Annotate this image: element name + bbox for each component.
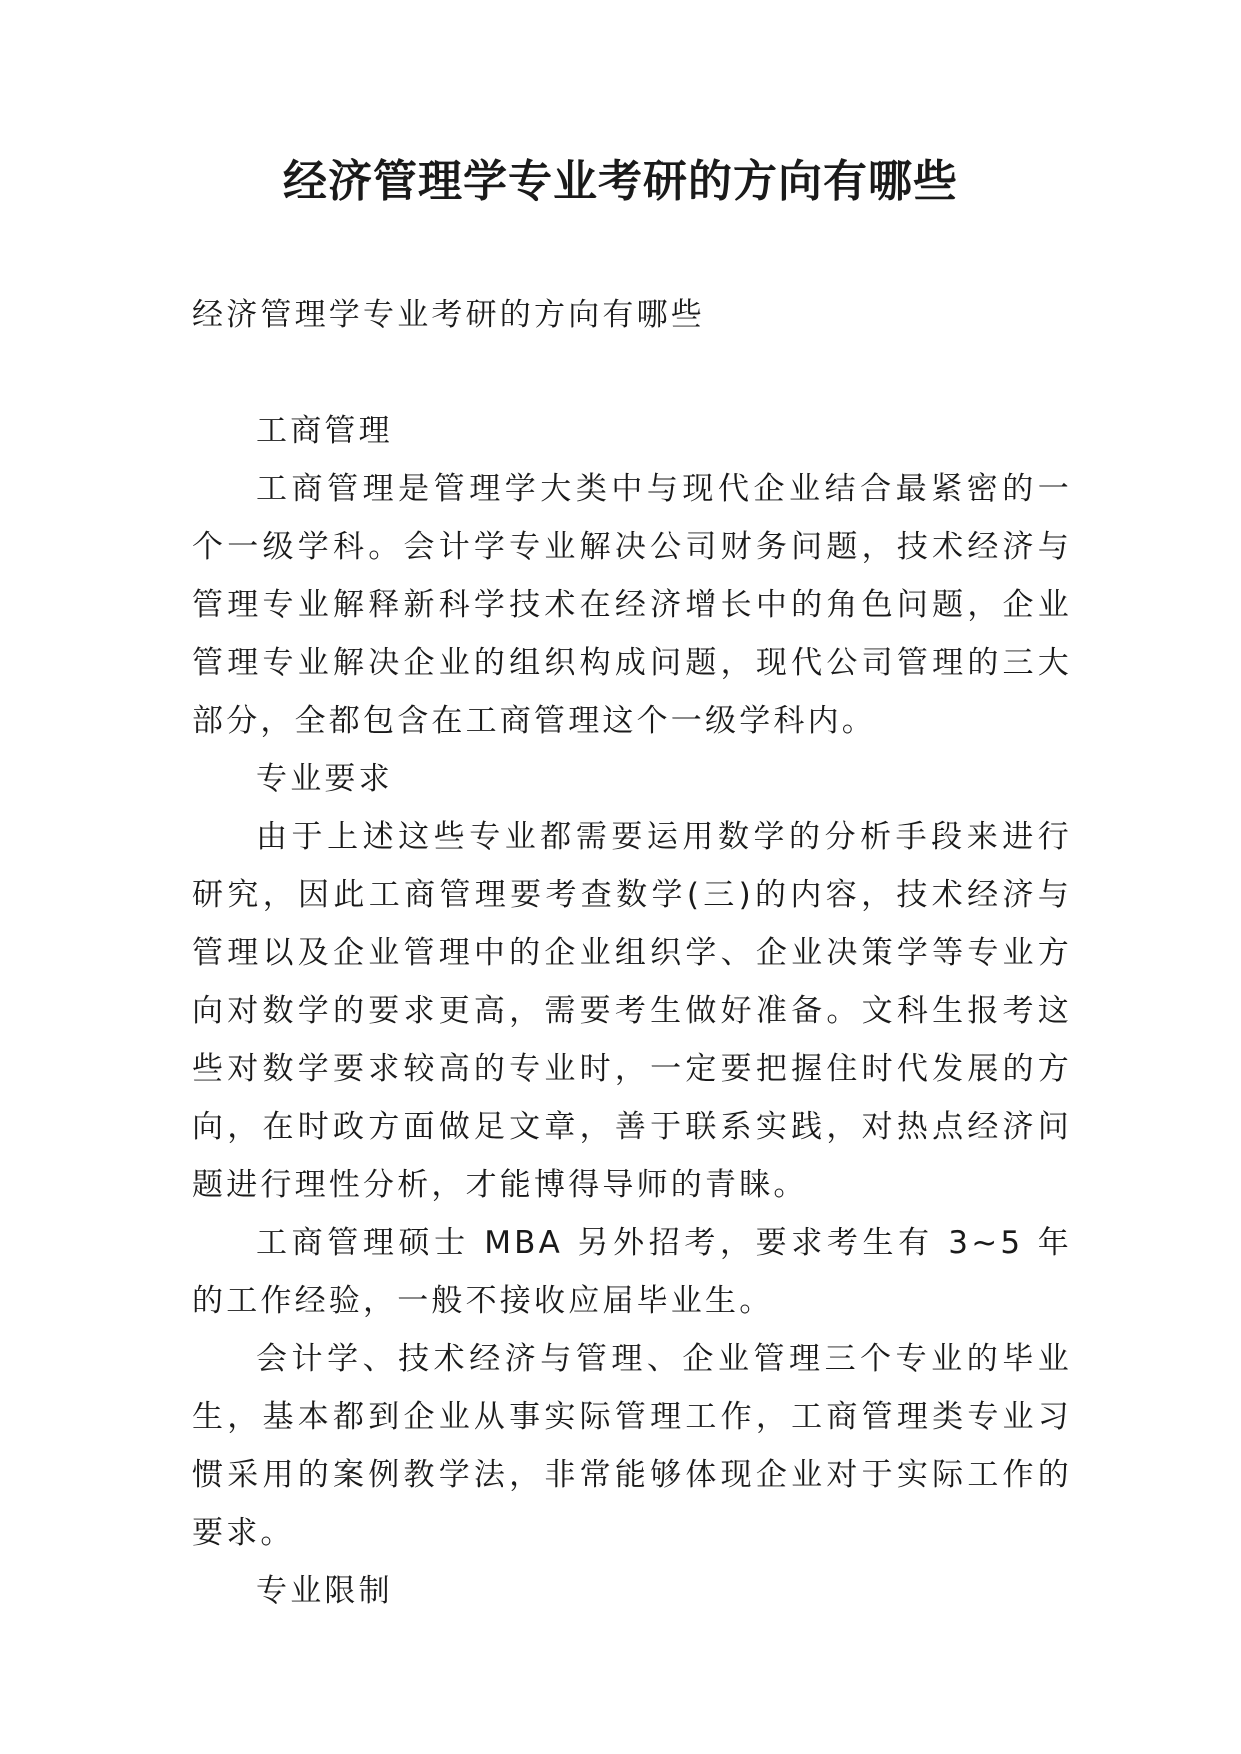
section-heading-requirements: 专业要求 <box>256 761 393 797</box>
document-body <box>192 286 1072 1620</box>
paragraph-math-requirements: 由于上述这些专业都需要运用数学的分析手段来进行研究，因此工商管理要考查数学(三)的内容，技术经济与管理以及企业管理中的企业组织学、企业决策学等专业方向对数学的要求更高，需要考生做好准备。文科生报考这些对数学要求较高的专业时，一定要把握住时代发展的方向，在时政方面做足文章，善于联系实践，对热点经济问题进行理性分析，才能博得导师的青睐。 <box>192 819 1072 1203</box>
paragraph-graduates: 会计学、技术经济与管理、企业管理三个专业的毕业生，基本都到企业从事实际管理工作，工商管理类专业习惯采用的案例教学法，非常能够体现企业对于实际工作的要求。 <box>192 1341 1072 1551</box>
section-heading-restrictions: 专业限制 <box>256 1573 393 1609</box>
paragraph-business-management-intro: 工商管理是管理学大类中与现代企业结合最紧密的一个一级学科。会计学专业解决公司财务问题，技术经济与管理专业解释新科学技术在经济增长中的角色问题，企业管理专业解决企业的组织构成问题，现代公司管理的三大部分，全都包含在工商管理这个一级学科内。 <box>192 471 1072 739</box>
document-subtitle: 经济管理学专业考研的方向有哪些 <box>192 297 705 333</box>
section-heading-business-management: 工商管理 <box>256 413 393 449</box>
paragraph-mba: 工商管理硕士 MBA 另外招考，要求考生有 3~5 年的工作经验，一般不接收应届毕业生。 <box>192 1225 1072 1319</box>
document-title: 经济管理学专业考研的方向有哪些 <box>283 156 958 207</box>
